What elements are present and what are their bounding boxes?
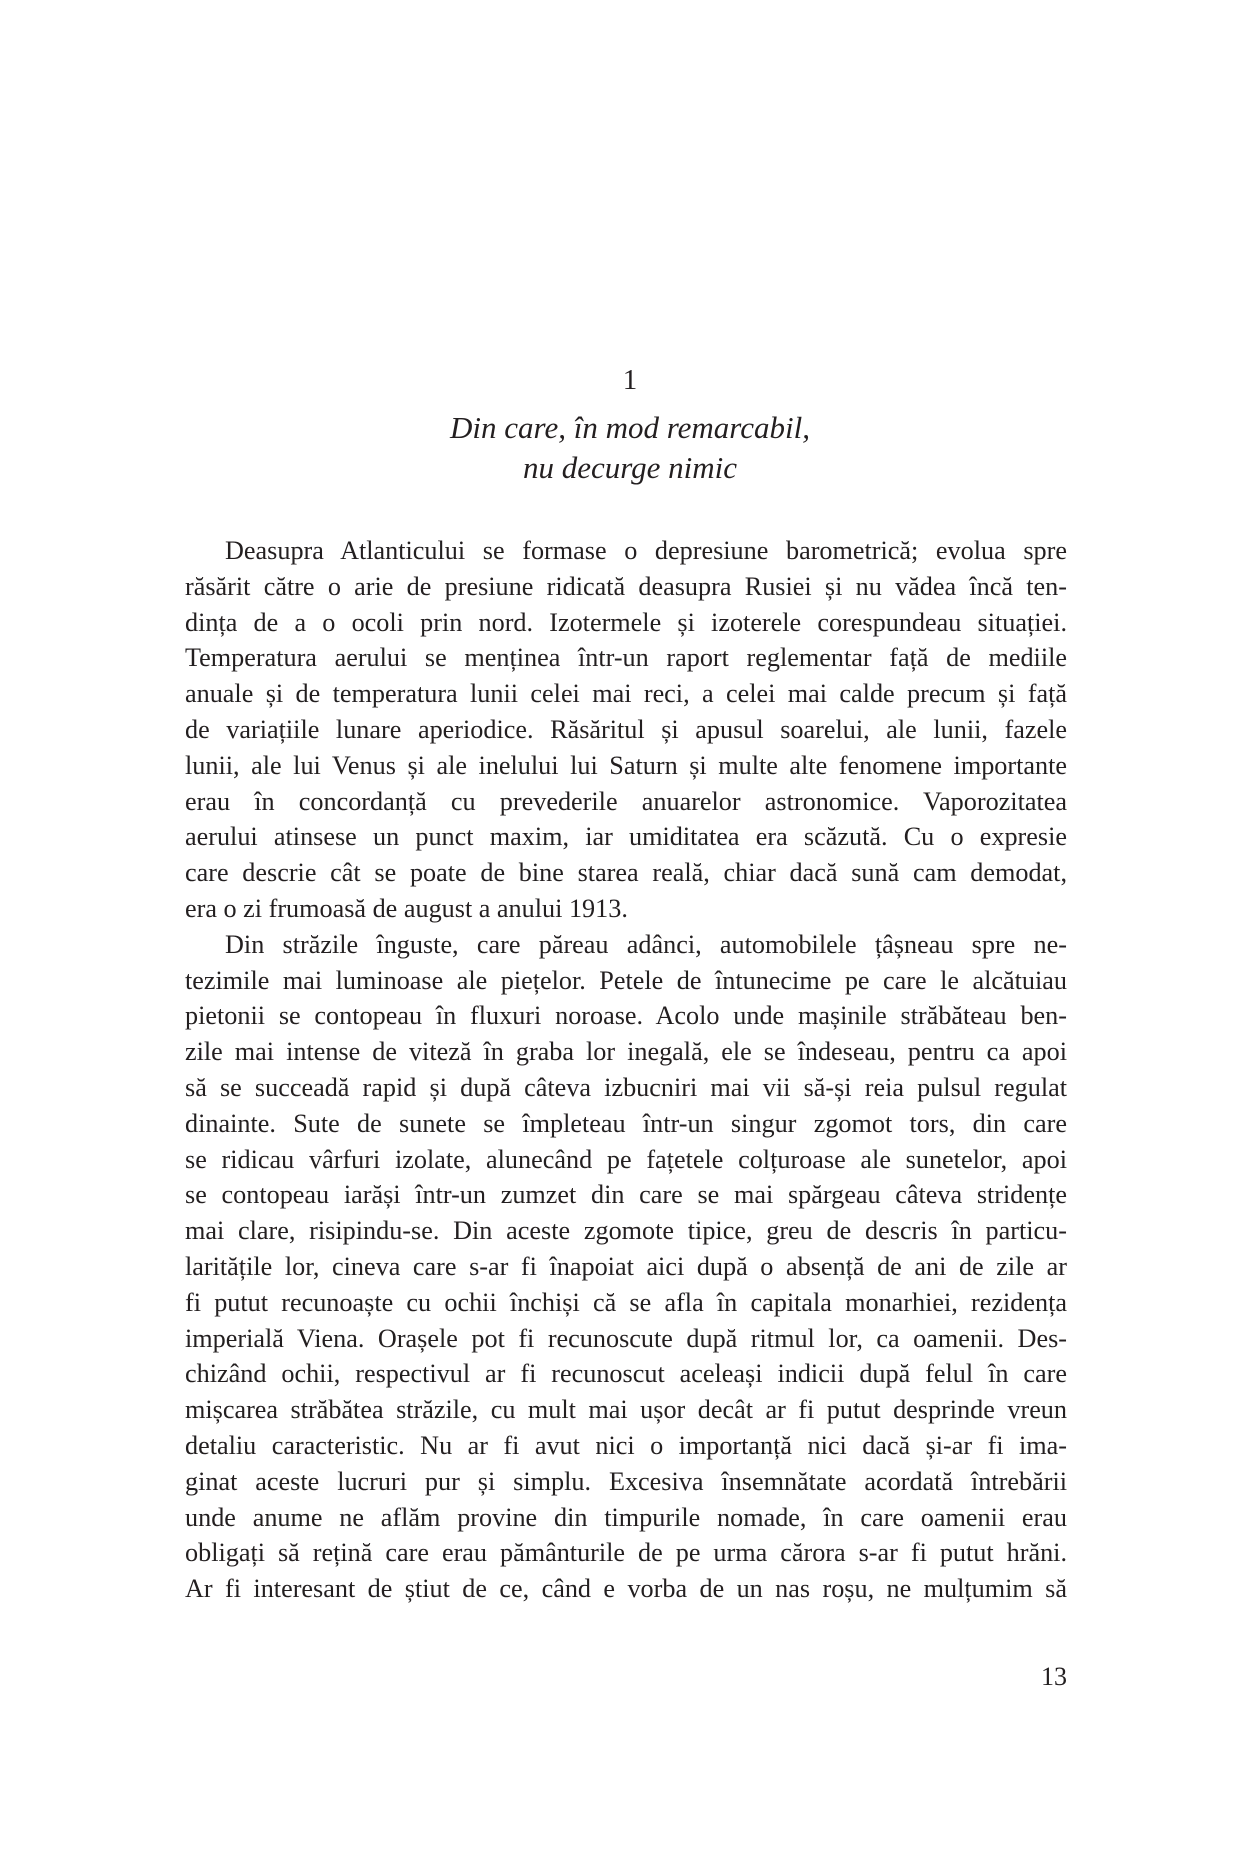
text-line: Ar fi interesant de știut de ce, când e vorba de un nas roșu, ne mulțumim să xyxy=(185,1574,1067,1604)
page-number: 13 xyxy=(1041,1662,1067,1691)
text-line: Din străzile înguste, care păreau adânci, automobilele țâșneau spre ne- xyxy=(225,929,1067,959)
text-line: răsărit către o arie de presiune ridicată deasupra Rusiei și nu vădea încă ten- xyxy=(185,571,1067,601)
text-line: să se succeadă rapid și după câteva izbucniri mai vii să-și reia pulsul regulat xyxy=(185,1072,1067,1102)
text-line: pietonii se contopeau în fluxuri noroase. Acolo unde mașinile străbăteau ben- xyxy=(185,1001,1067,1031)
text-line: Deasupra Atlanticului se formase o depresiune barometrică; evolua spre xyxy=(225,536,1067,565)
text-line: care descrie cât se poate de bine starea reală, chiar dacă sună cam demodat, xyxy=(185,858,1067,888)
text-line: obligați să rețină care erau pământurile de pe urma cărora s-ar fi putut hrăni. xyxy=(185,1538,1067,1568)
text-line: fi putut recunoaște cu ochii închiși că se afla în capitala monarhiei, rezidența xyxy=(185,1287,1067,1317)
chapter-title-line: nu decurge nimic xyxy=(522,450,738,485)
text-line: tezimile mai luminoase ale piețelor. Petele de întunecime pe care le alcătuiau xyxy=(185,965,1067,995)
text-line: erau în concordanță cu prevederile anuarelor astronomice. Vaporozitatea xyxy=(185,786,1067,816)
chapter-number: 1 xyxy=(622,364,638,396)
text-line: lunii, ale lui Venus și ale inelului lui Saturn și multe alte fenomene importante xyxy=(185,750,1067,780)
text-line: chizând ochii, respectivul ar fi recunoscut aceleași indicii după felul în care xyxy=(185,1359,1067,1389)
chapter-title-line: Din care, în mod remarcabil, xyxy=(450,410,810,445)
text-line: de variațiile lunare aperiodice. Răsăritul și apusul soarelui, ale lunii, fazele xyxy=(185,714,1067,744)
text-line: laritățile lor, cineva care s-ar fi înapoiat aici după o absență de ani de zile ar xyxy=(185,1251,1067,1281)
text-line: anuale și de temperatura lunii celei mai reci, a celei mai calde precum și față xyxy=(185,679,1067,709)
text-line: imperială Viena. Orașele pot fi recunoscute după ritmul lor, ca oamenii. Des- xyxy=(185,1323,1067,1353)
chapter-title xyxy=(0,408,1260,488)
text-line: mai clare, risipindu-se. Din aceste zgomote tipice, greu de descris în particu- xyxy=(185,1216,1067,1246)
text-line: mișcarea străbătea străzile, cu mult mai ușor decât ar fi putut desprinde vreun xyxy=(185,1395,1067,1425)
text-line: detaliu caracteristic. Nu ar fi avut nici o importanță nici dacă și-ar fi ima- xyxy=(185,1430,1067,1460)
text-line: Temperatura aerului se menținea într-un raport reglementar față de mediile xyxy=(185,643,1067,673)
text-line: dința de a o ocoli prin nord. Izotermele și izoterele corespundeau situației. xyxy=(185,607,1067,637)
text-line: se ridicau vârfuri izolate, alunecând pe fațetele colțuroase ale sunetelor, apoi xyxy=(185,1144,1067,1174)
text-line: unde anume ne aflăm provine din timpurile nomade, în care oamenii erau xyxy=(185,1502,1067,1532)
text-line: dinainte. Sute de sunete se împleteau într-un singur zgomot tors, din care xyxy=(185,1108,1067,1138)
text-line: aerului atinsese un punct maxim, iar umiditatea era scăzută. Cu o expresie xyxy=(185,822,1067,852)
text-line: zile mai intense de viteză în graba lor inegală, ele se îndeseau, pentru ca apoi xyxy=(185,1037,1067,1067)
text-line: era o zi frumoasă de august a anului 1913. xyxy=(185,893,628,923)
body-text xyxy=(185,533,1067,1607)
text-line: se contopeau iarăși într-un zumzet din care se mai spărgeau câteva stridențe xyxy=(185,1180,1067,1210)
text-line: ginat aceste lucruri pur și simplu. Excesiva însemnătate acordată întrebării xyxy=(185,1466,1067,1496)
